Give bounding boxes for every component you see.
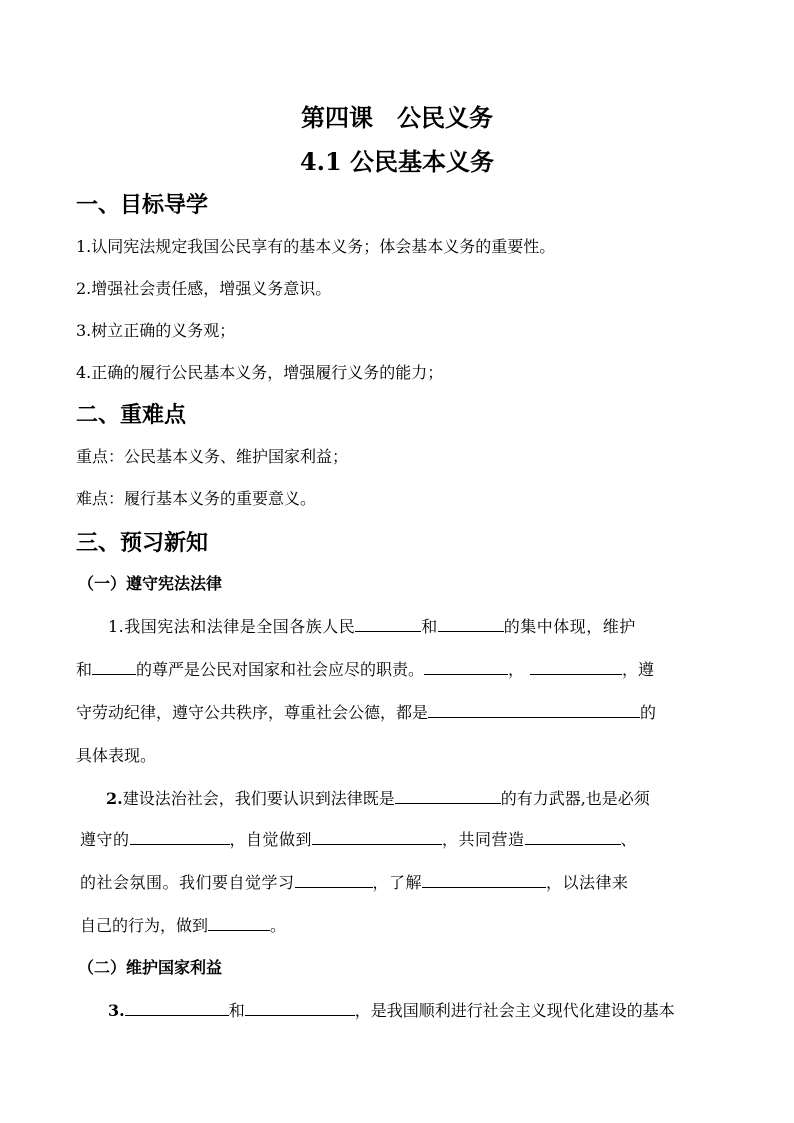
fill-blank[interactable] <box>424 658 508 675</box>
text-run: 我国宪法和法律是全国各族人民 <box>124 617 356 636</box>
item-number: 1. <box>108 617 125 636</box>
fill-blank[interactable] <box>355 615 421 632</box>
fill-blank[interactable] <box>125 999 229 1016</box>
text-run: ，自觉做到 <box>229 830 313 849</box>
lesson-title: 第四课 公民义务 <box>301 103 493 132</box>
text-run: 守劳动纪律，遵守公共秩序，尊重社会公德，都是 <box>76 703 429 722</box>
text-run: 和 <box>228 1001 245 1020</box>
paragraph-line <box>108 614 636 637</box>
fill-blank[interactable] <box>312 828 442 845</box>
lesson-subtitle: 4.1 公民基本义务 <box>299 147 495 176</box>
fill-blank[interactable] <box>530 658 622 675</box>
fill-blank[interactable] <box>130 828 230 845</box>
paragraph-line <box>80 827 637 850</box>
text-run: 的集中体现，维护 <box>503 617 636 636</box>
key-point-item: 难点：履行基本义务的重要意义。 <box>76 489 317 508</box>
subsection-heading-law: （一）遵守宪法法律 <box>78 574 223 593</box>
fill-blank[interactable] <box>295 871 373 888</box>
text-run: ， <box>508 660 525 679</box>
paragraph-line <box>80 870 629 893</box>
key-point-item: 重点：公民基本义务、维护国家利益； <box>76 447 349 466</box>
fill-blank[interactable] <box>438 615 504 632</box>
fill-blank[interactable] <box>208 914 270 931</box>
text-run: 的尊严是公民对国家和社会应尽的职责。 <box>136 660 425 679</box>
fill-blank[interactable] <box>422 871 546 888</box>
goal-item: 2.增强社会责任感，增强义务意识。 <box>76 279 332 298</box>
text-run: 、 <box>620 830 638 849</box>
section-heading-key-points: 二、重难点 <box>76 402 187 428</box>
fill-blank[interactable] <box>395 787 501 804</box>
text-run: 遵守的 <box>80 830 130 849</box>
fill-blank[interactable] <box>428 701 640 718</box>
subsection-heading-national-interest: （二）维护国家利益 <box>78 958 223 977</box>
text-run: 的社会氛围。我们要自觉学习 <box>80 873 295 892</box>
goal-item: 3.树立正确的义务观； <box>76 321 236 340</box>
text-run: 建设法治社会，我们要认识到法律既是 <box>122 789 395 808</box>
paragraph-line <box>108 998 675 1021</box>
text-run: ，遵 <box>622 660 655 679</box>
item-number: 3. <box>108 1001 125 1020</box>
paragraph-line <box>80 913 286 936</box>
text-run: 的 <box>640 703 657 722</box>
item-number: 2. <box>106 789 123 808</box>
text-run: ，了解 <box>372 873 423 892</box>
goal-item: 4.正确的履行公民基本义务，增强履行义务的能力； <box>76 363 444 382</box>
fill-blank[interactable] <box>245 999 355 1016</box>
text-run: ，是我国顺利进行社会主义现代化建设的基本 <box>354 1001 675 1020</box>
paragraph-line <box>76 700 656 723</box>
text-run: 和 <box>76 660 93 679</box>
section-heading-goals: 一、目标导学 <box>76 192 209 218</box>
paragraph-line <box>106 786 650 809</box>
text-run: 。 <box>270 916 287 935</box>
paragraph-line: 具体表现。 <box>76 746 157 765</box>
fill-blank[interactable] <box>525 828 621 845</box>
fill-blank[interactable] <box>92 658 136 675</box>
text-run: ，以法律来 <box>546 873 629 892</box>
text-run: 和 <box>421 617 438 636</box>
text-run: 自己的行为，做到 <box>80 916 209 935</box>
text-run: 的有力武器,也是必须 <box>500 789 650 808</box>
section-heading-preview: 三、预习新知 <box>76 530 209 556</box>
text-run: ，共同营造 <box>442 830 525 849</box>
paragraph-line <box>76 657 654 680</box>
goal-item: 1.认同宪法规定我国公民享有的基本义务；体会基本义务的重要性。 <box>76 237 556 256</box>
